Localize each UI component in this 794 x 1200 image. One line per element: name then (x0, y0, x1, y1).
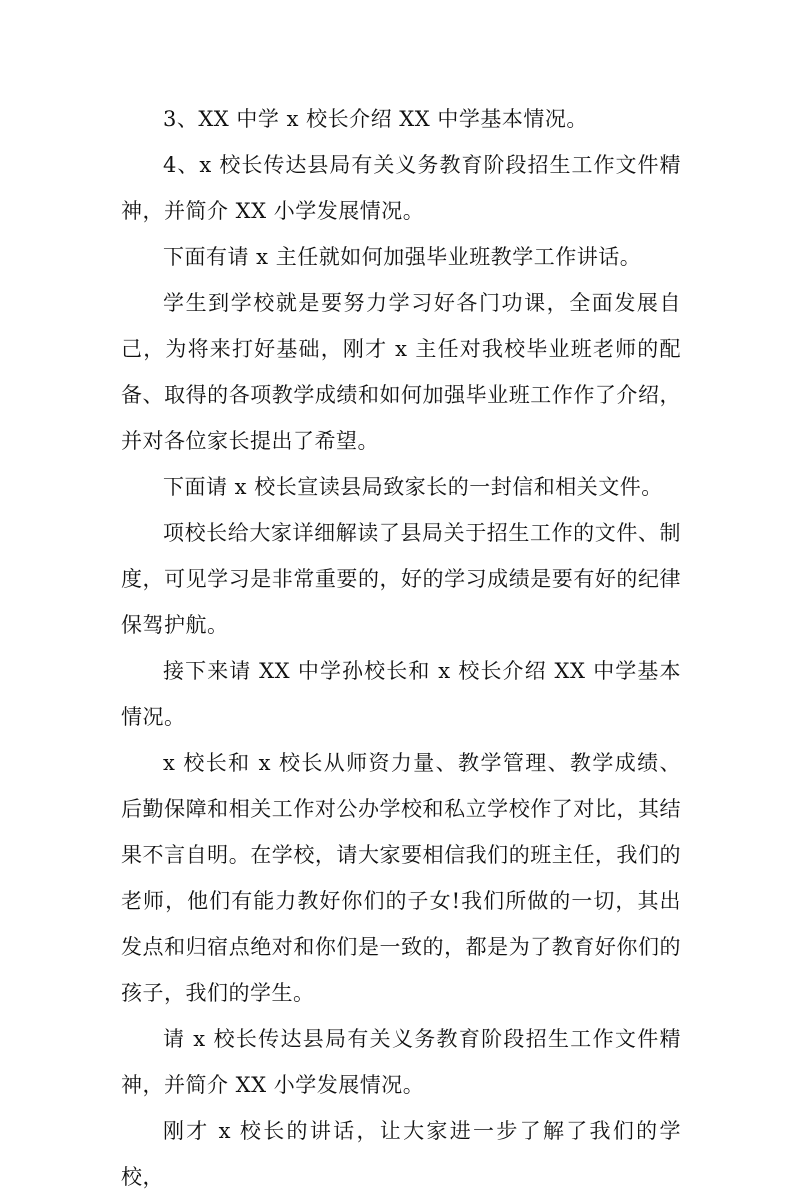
paragraph-4: 学生到学校就是要努力学习好各门功课，全面发展自己，为将来打好基础，刚才 x 主任对我校毕业班老师的配备、取得的各项教学成绩和如何加强毕业班工作作了介绍，并对各位家长提出了希望。 (121, 291, 681, 453)
paragraph-7: 接下来请 XX 中学孙校长和 x 校长介绍 XX 中学基本情况。 (121, 659, 681, 729)
body-text (121, 96, 681, 1200)
paragraph-10: 刚才 x 校长的讲话，让大家进一步了解了我们的学校， (121, 1119, 681, 1189)
paragraph-8: x 校长和 x 校长从师资力量、教学管理、教学成绩、后勤保障和相关工作对公办学校和私立学校作了对比，其结果不言自明。在学校，请大家要相信我们的班主任，我们的老师，他们有能力教好你们的子女!我们所做的一切，其出发点和归宿点绝对和你们是一致的，都是为了教育好你们的孩子，我们的学生。 (121, 751, 681, 1005)
paragraph-3: 下面有请 x 主任就如何加强毕业班教学工作讲话。 (163, 245, 642, 269)
paragraph-9: 请 x 校长传达县局有关义务教育阶段招生工作文件精神，并简介 XX 小学发展情况。 (121, 1027, 681, 1097)
paragraph-1: 3、XX 中学 x 校长介绍 XX 中学基本情况。 (163, 107, 588, 131)
paragraph-2: 4、x 校长传达县局有关义务教育阶段招生工作文件精神，并简介 XX 小学发展情况。 (121, 153, 681, 223)
paragraph-6: 项校长给大家详细解读了县局关于招生工作的文件、制度，可见学习是非常重要的，好的学习成绩是要有好的纪律保驾护航。 (121, 521, 681, 637)
paragraph-5: 下面请 x 校长宣读县局致家长的一封信和相关文件。 (163, 475, 663, 499)
